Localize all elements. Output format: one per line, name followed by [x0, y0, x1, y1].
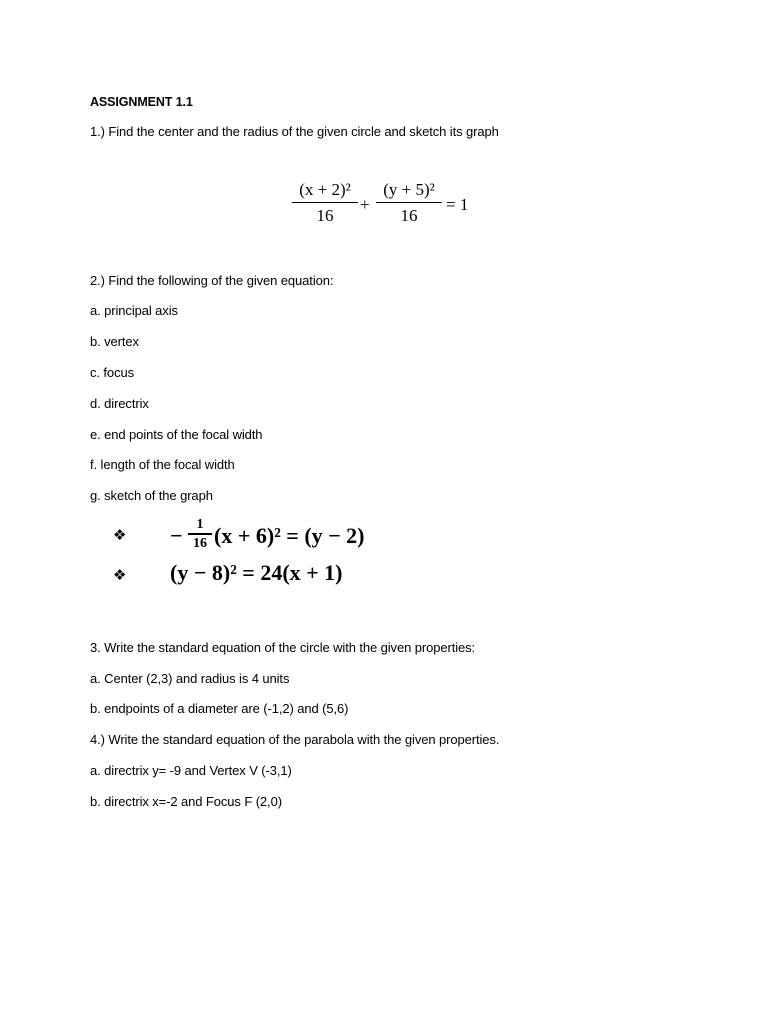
diamond-bullet-icon: ❖: [113, 566, 127, 584]
fraction-denominator: 16: [193, 535, 207, 551]
fraction-numerator: (y + 5)²: [383, 180, 435, 199]
fraction-denominator: 16: [316, 206, 334, 225]
question-1-prompt: 1.) Find the center and the radius of the given circle and sketch its graph: [90, 124, 499, 139]
list-item: b. directrix x=-2 and Focus F (2,0): [90, 794, 282, 809]
list-item: d. directrix: [90, 396, 149, 411]
fraction-bar: [376, 202, 442, 203]
list-item: c. focus: [90, 365, 134, 380]
question-4-prompt: 4.) Write the standard equation of the parabola with the given properties.: [90, 732, 500, 747]
equation-sign: −: [170, 523, 183, 548]
plus-sign: +: [360, 195, 370, 214]
list-item: b. vertex: [90, 334, 139, 349]
list-item: b. endpoints of a diameter are (-1,2) and (5,6): [90, 701, 349, 716]
question-2-prompt: 2.) Find the following of the given equation:: [90, 273, 334, 288]
diamond-bullet-icon: ❖: [113, 526, 127, 544]
fraction-numerator: 1: [196, 517, 204, 532]
parabola-equation-2: (y − 8)² = 24(x + 1): [170, 560, 343, 585]
circle-fraction-x: [292, 180, 358, 226]
assignment-title: ASSIGNMENT 1.1: [90, 95, 193, 109]
fraction-denominator: 16: [400, 206, 418, 225]
list-item: a. principal axis: [90, 303, 178, 318]
fraction-bar: [292, 202, 358, 203]
list-item: a. directrix y= -9 and Vertex V (-3,1): [90, 763, 292, 778]
fraction-bar: [188, 533, 212, 535]
question-3-prompt: 3. Write the standard equation of the circle with the given properties:: [90, 640, 476, 655]
circle-fraction-y: [376, 180, 442, 226]
list-item: e. end points of the focal width: [90, 427, 263, 442]
equation-rhs: = 1: [446, 195, 469, 214]
parabola-equation-1: (x + 6)² = (y − 2): [214, 523, 365, 548]
list-item: g. sketch of the graph: [90, 488, 213, 503]
fraction-numerator: (x + 2)²: [299, 180, 351, 199]
list-item: a. Center (2,3) and radius is 4 units: [90, 671, 290, 686]
list-item: f. length of the focal width: [90, 457, 235, 472]
equation-fraction: [188, 517, 212, 551]
